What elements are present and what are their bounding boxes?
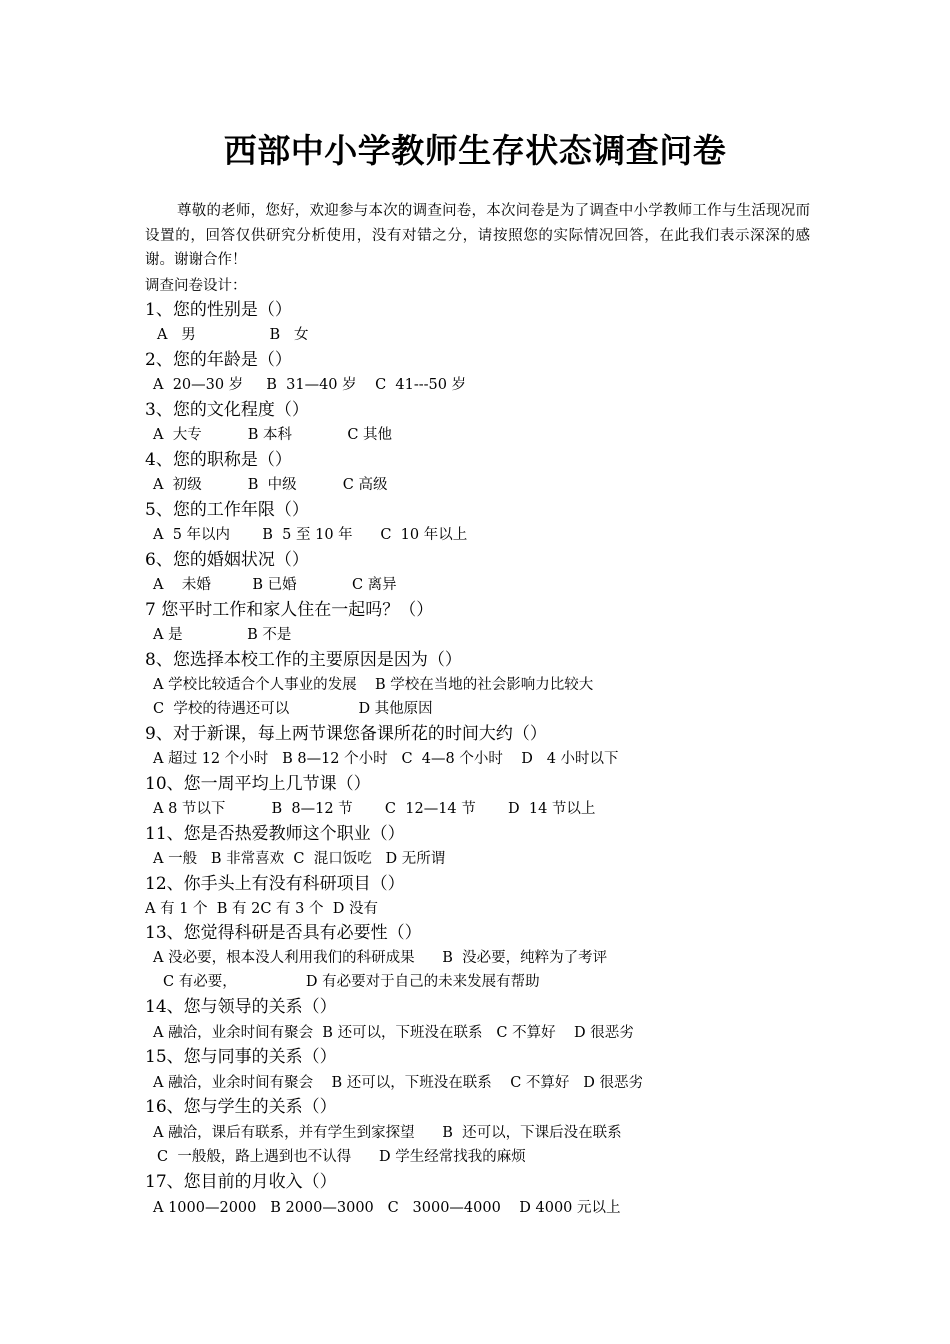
question-2: 2、您的年龄是（） (145, 350, 292, 370)
question-1-options: A 男 B 女 (157, 327, 309, 343)
question-1: 1、您的性别是（） (145, 300, 292, 320)
question-12: 12、你手头上有没有科研项目（） (145, 874, 405, 894)
intro-paragraph: 尊敬的老师，您好，欢迎参与本次的调查问卷，本次问卷是为了调查中小学教师工作与生活现况而设置的，回答仅供研究分析使用，没有对错之分，请按照您的实际情况回答，在此我们表示深深的感谢。谢谢合作！ (145, 203, 810, 268)
question-5-options: A 5 年以内 B 5 至 10 年 C 10 年以上 (153, 527, 468, 543)
question-12-options: A 有 1 个 B 有 2C 有 3 个 D 没有 (145, 901, 378, 917)
question-5: 5、您的工作年限（） (145, 500, 309, 520)
question-8: 8、您选择本校工作的主要原因是因为（） (145, 650, 462, 670)
question-7-options: A 是 B 不是 (153, 627, 292, 643)
question-10: 10、您一周平均上几节课（） (145, 774, 371, 794)
question-3-options: A 大专 B 本科 C 其他 (153, 427, 393, 443)
question-9: 9、对于新课，每上两节课您备课所花的时间大约（） (145, 724, 547, 744)
question-16-options-line-1: A 融洽，课后有联系，并有学生到家探望 B 还可以，下课后没在联系 (153, 1125, 622, 1141)
question-2-options: A 20—30 岁 B 31—40 岁 C 41---50 岁 (153, 377, 467, 393)
question-17-options: A 1000—2000 B 2000—3000 C 3000—4000 D 4000 元以上 (153, 1200, 621, 1216)
question-3: 3、您的文化程度（） (145, 400, 309, 420)
question-14-options: A 融洽，业余时间有聚会 B 还可以，下班没在联系 C 不算好 D 很恶劣 (153, 1025, 634, 1041)
question-16: 16、您与学生的关系（） (145, 1097, 337, 1117)
question-7: 7 您平时工作和家人住在一起吗？（） (145, 600, 434, 620)
document-title: 西部中小学教师生存状态调查问卷 (223, 131, 727, 170)
question-9-options: A 超过 12 个小时 B 8—12 个小时 C 4—8 个小时 D 4 小时以下 (153, 751, 619, 767)
question-15-options: A 融洽，业余时间有聚会 B 还可以，下班没在联系 C 不算好 D 很恶劣 (153, 1075, 643, 1091)
question-8-options-line-2: C 学校的待遇还可以 D 其他原因 (153, 701, 433, 717)
question-8-options-line-1: A 学校比较适合个人事业的发展 B 学校在当地的社会影响力比较大 (153, 677, 594, 693)
question-11: 11、您是否热爱教师这个职业（） (145, 824, 405, 844)
question-13-options-line-1: A 没必要，根本没人利用我们的科研成果 B 没必要，纯粹为了考评 (153, 950, 608, 966)
question-6-options: A 未婚 B 已婚 C 离异 (153, 577, 397, 593)
question-17: 17、您目前的月收入（） (145, 1172, 337, 1192)
question-6: 6、您的婚姻状况（） (145, 550, 309, 570)
question-15: 15、您与同事的关系（） (145, 1047, 337, 1067)
question-14: 14、您与领导的关系（） (145, 997, 337, 1017)
question-16-options-line-2: C 一般般，路上遇到也不认得 D 学生经常找我的麻烦 (157, 1149, 526, 1165)
design-label: 调查问卷设计： (145, 278, 247, 294)
question-10-options: A 8 节以下 B 8—12 节 C 12—14 节 D 14 节以上 (153, 801, 596, 817)
question-4: 4、您的职称是（） (145, 450, 292, 470)
question-13-options-line-2: C 有必要， D 有必要对于自己的未来发展有帮助 (163, 974, 540, 990)
question-11-options: A 一般 B 非常喜欢 C 混口饭吃 D 无所谓 (153, 851, 446, 867)
question-4-options: A 初级 B 中级 C 高级 (153, 477, 388, 493)
question-13: 13、您觉得科研是否具有必要性（） (145, 923, 422, 943)
